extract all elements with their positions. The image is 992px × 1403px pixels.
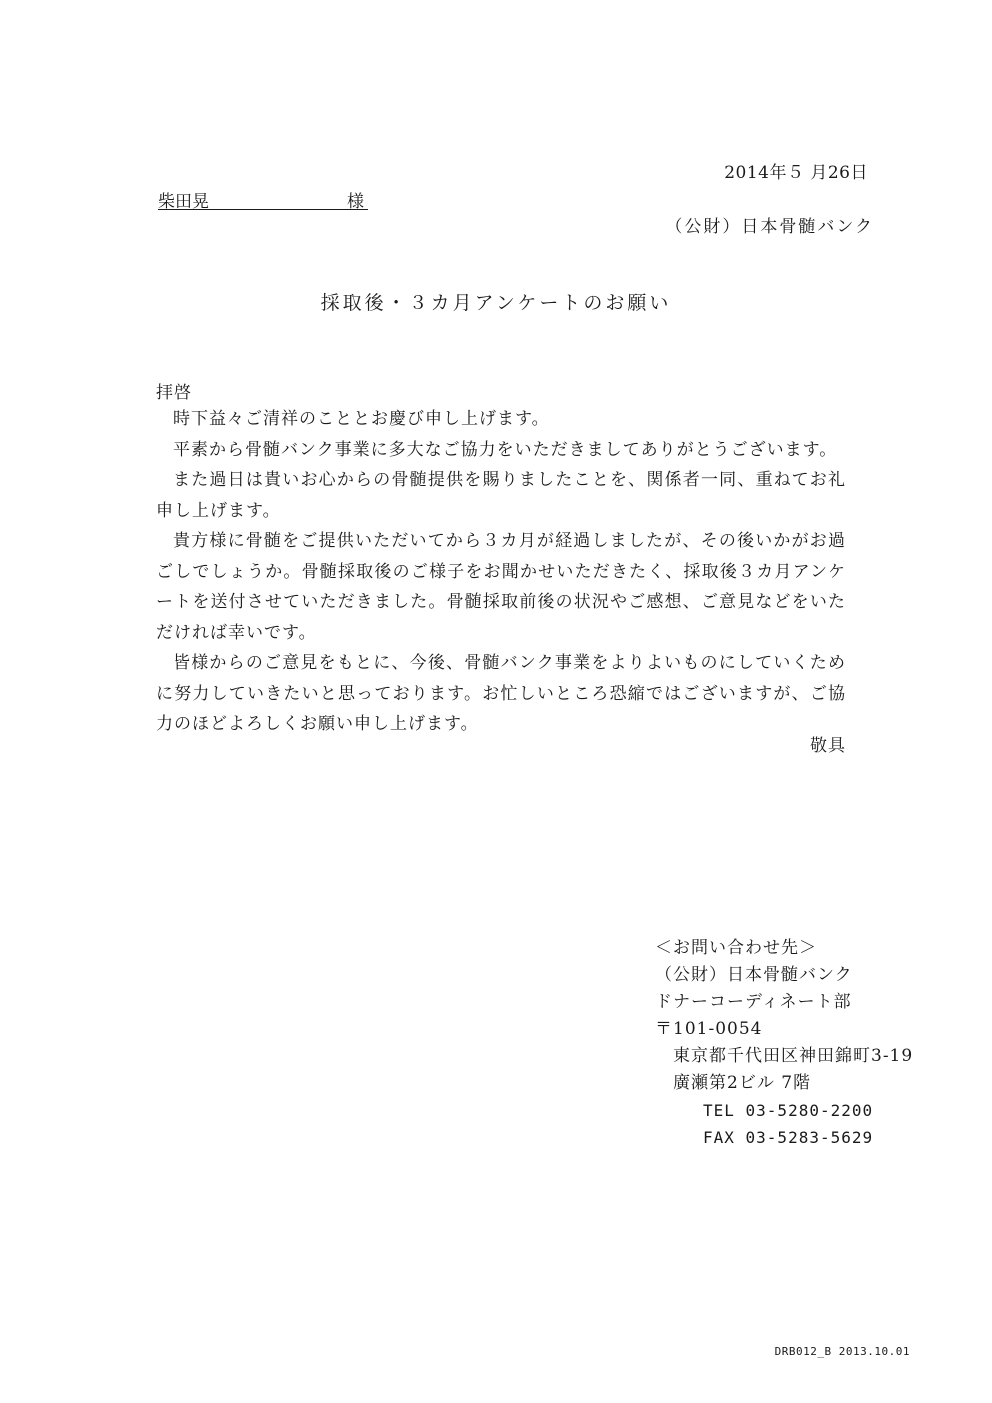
letter-title: 採取後・３カ月アンケートのお願い: [320, 292, 672, 314]
document-code: DRB012_B 2013.10.01: [774, 1345, 910, 1358]
contact-fax: FAX 03-5283-5629: [703, 1128, 874, 1147]
letter-date: 2014年５ 月26日: [724, 163, 868, 183]
contact-heading: ＜お問い合わせ先＞: [655, 938, 817, 958]
contact-block: [655, 935, 913, 1151]
body-paragraph: また過日は貴いお心からの骨髄提供を賜りましたことを、関係者一同、重ねてお礼申し上げます。: [156, 470, 846, 521]
contact-org: （公財）日本骨髄バンク: [655, 965, 853, 985]
contact-tel: TEL 03-5280-2200: [703, 1101, 874, 1120]
letter-greeting: 拝啓: [156, 383, 192, 403]
contact-postal: 〒101-0054: [655, 1019, 763, 1039]
recipient-line: [158, 187, 368, 210]
body-paragraph: 時下益々ご清祥のこととお慶び申し上げます。: [173, 409, 550, 429]
contact-dept: ドナーコーディネート部: [655, 992, 852, 1012]
contact-address-1: 東京都千代田区神田錦町3-19: [673, 1046, 914, 1066]
body-paragraph: 平素から骨髄バンク事業に多大なご協力をいただきましてありがとうございます。: [173, 439, 838, 460]
sender-organization: （公財）日本骨髄バンク: [665, 217, 874, 237]
letter-body: [156, 404, 846, 740]
contact-address-2: 廣瀬第2ビル 7階: [673, 1073, 812, 1093]
recipient-honorific: 様: [347, 192, 364, 212]
body-paragraph: 貴方様に骨髄をご提供いただいてから３カ月が経過しましたが、その後いかがお過ごしでしょうか。骨髄採取後のご様子をお聞かせいただきたく、採取後３カ月アンケートを送付させていただきました。骨髄採取前後の状況やご感想、ご意見などをいただければ幸いです。: [156, 531, 846, 643]
body-paragraph: 皆様からのご意見をもとに、今後、骨髄バンク事業をよりよいものにしていくために努力していきたいと思っております。お忙しいところ恐縮ではございますが、ご協力のほどよろしくお願い申し上げます。: [156, 653, 846, 734]
recipient-name: 柴田晃: [158, 192, 209, 212]
letter-closing: 敬具: [810, 736, 846, 756]
